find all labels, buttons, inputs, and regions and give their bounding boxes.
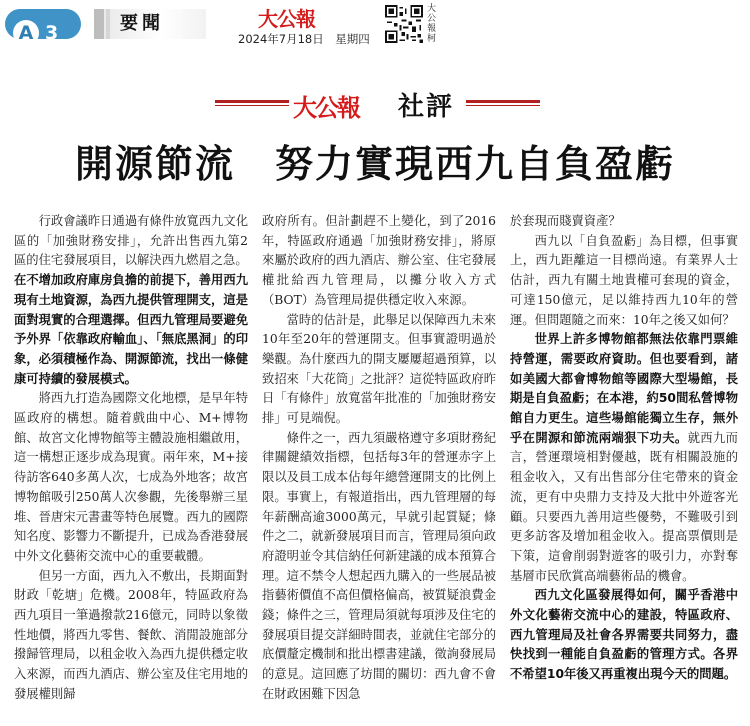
paragraph: 當時的估計是，此舉足以保障西九未來10年至20年的營運開支。但事實證明過於樂觀。為什麼西九的開支屢屢超過預算，以致招來「大花筒」之批評？這從特區政府昨日「有條件」放寬當年批准的「加強財務安排」可見端倪。 xyxy=(262,312,496,426)
page-indicator xyxy=(5,9,81,44)
paragraph: 但另一方面，西九入不敷出，長期面對財政「乾塘」危機。2008年，特區政府為西九項目一筆過撥款216億元，同時以象徵性地價，將西九零售、餐飲、消閒設施部分撥歸管理局，以租金收入為西九提供穩定收入來源，而西九酒店、辦公室及住宅用地的發展權則歸 xyxy=(14,568,248,701)
paragraph: 西九以「自負盈虧」為目標，但事實上，西九距離這一目標尚遠。有業界人士估計，西九有關土地貴權可套現的資金，可達150億元，足以維持西九10年的營運。但問題隨之而來：10年之後又如何？ xyxy=(510,233,738,327)
page-letter: A xyxy=(13,20,39,46)
qr-code-icon[interactable] xyxy=(385,5,423,43)
newspaper-logo: 大公報 xyxy=(258,7,315,31)
masthead-rule-left xyxy=(215,100,289,103)
article-column-2 xyxy=(262,212,496,705)
section-tab xyxy=(94,9,206,39)
paragraph-bold xyxy=(510,330,738,586)
page-header xyxy=(0,0,750,52)
masthead-rule-right xyxy=(466,100,540,103)
paragraph-bold-text: 世界上許多博物館都無法依靠門票維持營運，需要政府資助。但也要看到，諸如美國大都會博物館等國際大型場館，長期是自負盈虧；在本港，約50間私營博物館自力更生。這些場館能獨立生存，無外乎在開源和節流兩端狠下功夫。 xyxy=(510,332,738,445)
paragraph-bold: 在不增加政府庫房負擔的前提下，善用西九現有土地資源，為西九提供管理開支，這是面對現實的合理選擇。但西九管理局要避免予外界「依靠政府輸血」、「無底黑洞」的印象，必須積極作為、開源節流，找出一條健康可持續的發展模式。 xyxy=(14,273,248,386)
section-tab-bar xyxy=(94,9,104,39)
article-column-1 xyxy=(14,212,248,705)
article-headline: 開源節流 努力實現西九自負盈虧 xyxy=(74,142,675,186)
paragraph: 於套現而賤賣資產？ xyxy=(510,214,621,228)
paragraph: 政府所有。但計劃趕不上變化，到了2016年，特區政府通過「加強財務安排」，將原來屬於政府的西九酒店、辦公室、住宅發展權批給西九管理局，以攤分收入方式（BOT）為管理局提供穩定收入來源。 xyxy=(262,214,496,307)
article-column-3 xyxy=(510,212,738,685)
masthead-rule-left-thin xyxy=(215,105,289,106)
paragraph: 條件之一，西九須嚴格遵守多項財務紀律關鍵績效指標，包括每3年的營運赤字上限以及員工成本佔每年總營運開支的比例上限。事實上，有報道指出，西九管理層的每年薪酬高逾3000萬元，早就引起質疑；條件之二，就新發展項目而言，管理局須向政府證明並令其信納任何新建議的成本預算合理。這不禁令人想起西九購入的一些展品被指藝術價值不高但價格偏高，被質疑浪費金錢；條件之三，管理局須就每項涉及住宅的發展項目提交詳細時間表，並就住宅部分的底價釐定機制和批出標書建議，徵詢發展局的意見。這回應了坊間的關切：西九會不會在財政困難下因急 xyxy=(262,430,496,701)
editorial-masthead xyxy=(0,86,750,126)
section-tab-bar-thin xyxy=(106,9,110,39)
paragraph-bold: 西九文化區發展得如何，關乎香港中外文化藝術交流中心的建設，特區政府、西九管理局及社會各界需要共同努力，盡快找到一種能自負盈虧的管理方式。各界不希望10年後又再重複出現今天的問題。 xyxy=(510,588,738,682)
paragraph: 將西九打造為國際文化地標，是早年特區政府的構想。隨着戲曲中心、M+博物館、故宮文化博物館等主體設施相繼啟用，這一構想正逐步成為現實。兩年來，M+接待訪客640多萬人次，七成為外地客；故宮博物館吸引250萬人次參觀，先後舉辦三星堆、晉唐宋元書畫等特色展覽。西九的國際知名度、影響力不斷提升，已成為香港發展中外文化藝術交流中心的重要載體。 xyxy=(14,391,248,563)
issue-date: 2024年7月18日 星期四 xyxy=(238,32,370,46)
masthead-logo: 大公報 xyxy=(293,93,359,122)
masthead-rule-right-thin xyxy=(466,105,540,106)
paragraph-continuation: 就西九而言，營運環境相對優越，既有相關設施的租金收入，又有出售部分住宅帶來的資金流，更有中央鼎力支持及大批中外遊客光顧。只要西九善用這些優勢，不難吸引到更多訪客及增加租金收入。提高票價則是下策，這會削弱對遊客的吸引力，亦對奪基層市民欣賞高端藝術品的機會。 xyxy=(510,430,738,583)
paragraph: 行政會議昨日通過有條件放寬西九文化區的「加強財務安排」，允許出售西九第2區的住宅發展項目，以解決西九燃眉之急。 xyxy=(14,214,248,268)
section-title: 要聞 xyxy=(120,13,164,34)
qr-caption: 大公報柯 xyxy=(427,4,437,44)
page-number: 3 xyxy=(45,22,59,44)
editorial-label: 社評 xyxy=(398,92,455,122)
